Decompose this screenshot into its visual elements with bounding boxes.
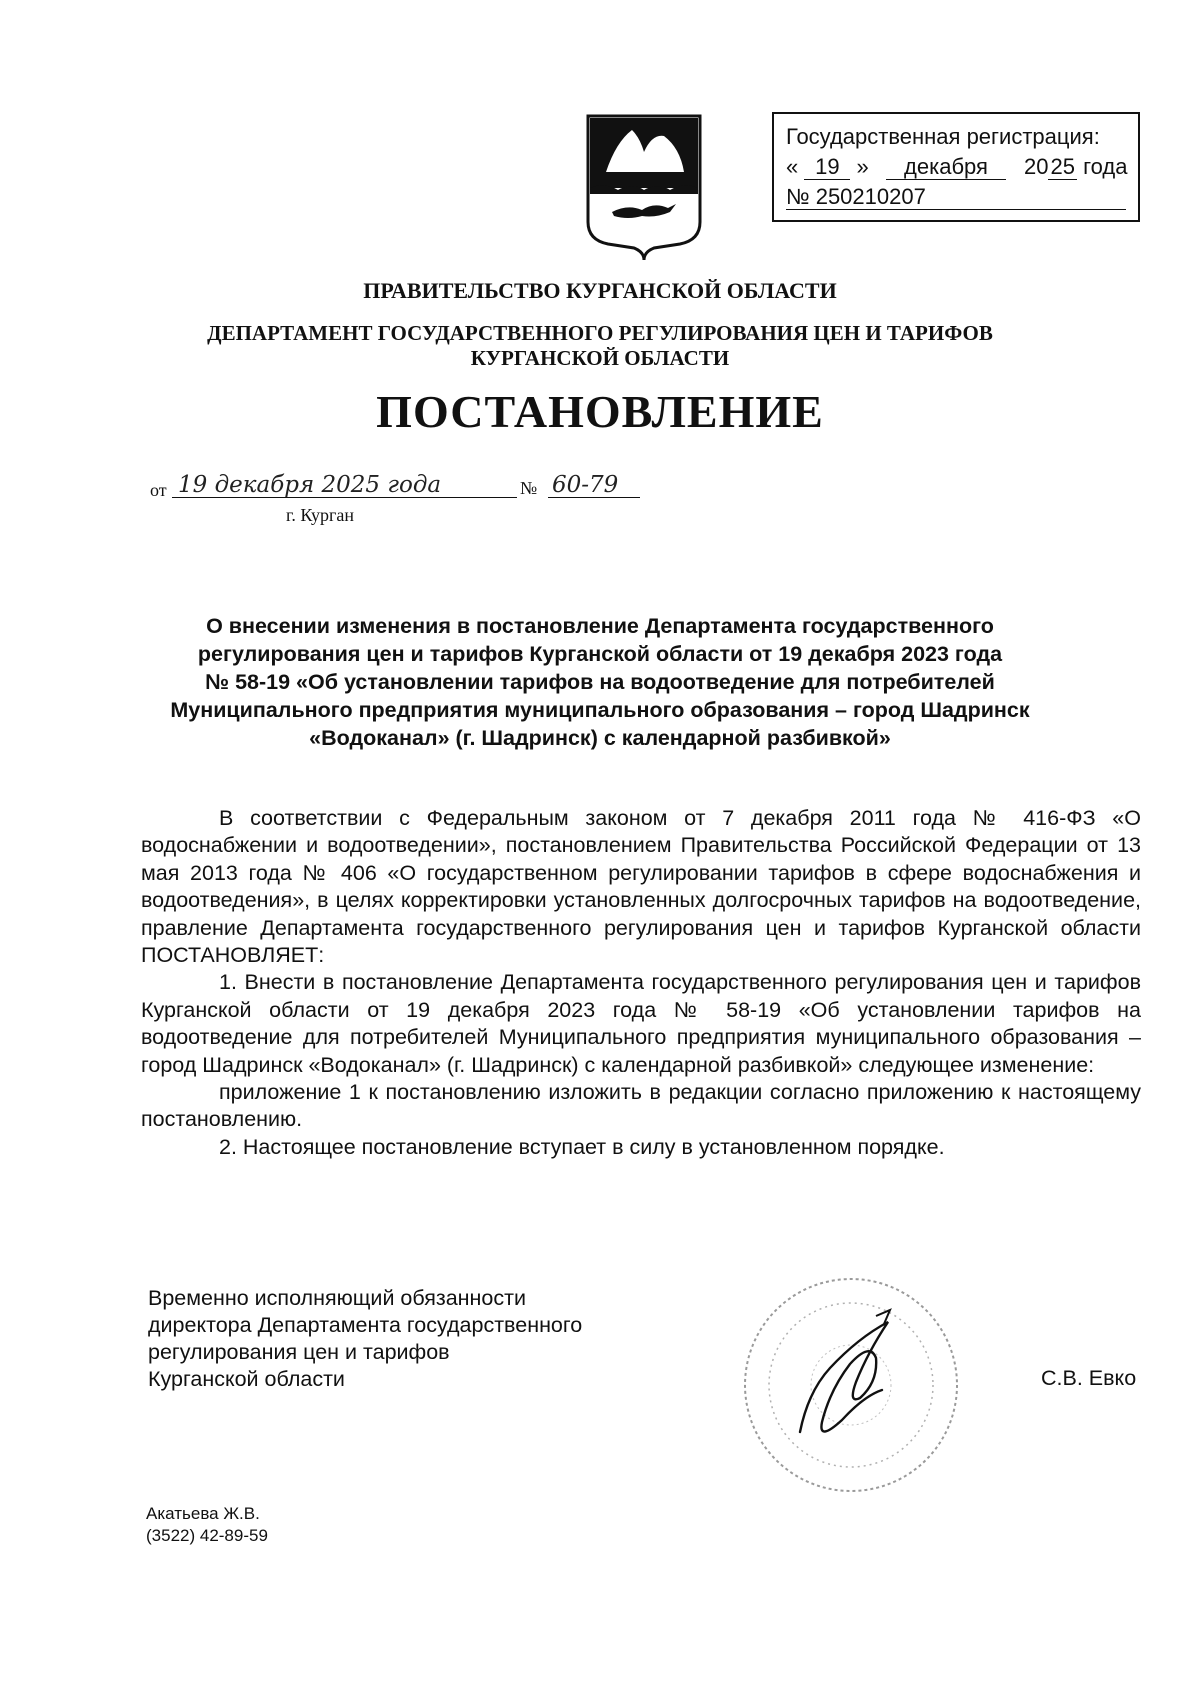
subject-line: № 58-19 «Об установлении тарифов на водоотведение для потребителей [205, 670, 995, 694]
city-label: г. Курган [286, 505, 355, 525]
coat-of-arms-icon [584, 112, 704, 260]
document-type-title: ПОСТАНОВЛЕНИЕ [376, 386, 824, 437]
executor-contact [146, 1503, 268, 1547]
signatory-title: Временно исполняющий обязанности директора Департамента государственного регулирования цен и тарифов Курганской области [148, 1286, 583, 1391]
handwritten-signature-icon [800, 1310, 890, 1432]
executor-phone: (3522) 42-89-59 [146, 1526, 268, 1545]
subject-line: регулирования цен и тарифов Курганской области от 19 декабря 2023 года [197, 642, 1003, 666]
registration-day-number: 19 [804, 154, 850, 180]
official-seal-icon [738, 1272, 964, 1498]
executor-name: Акатьева Ж.В. [146, 1504, 260, 1523]
body-paragraph: приложение 1 к постановлению изложить в редакции согласно приложению к настоящему постановлению. [141, 1080, 1141, 1132]
document-body [141, 805, 1141, 1161]
department-heading-line2: КУРГАНСКОЙ ОБЛАСТИ [470, 346, 730, 370]
body-paragraph: В соответствии с Федеральным законом от 7 декабря 2011 года № 416-ФЗ «О водоснабжении и водоотведении», постановлением Правительства Российской Федерации от 13 мая 2013 года № 406 «О государственном регулировании тарифов в сфере водоснабжения и водоотведения», в целях корректировки установленных долгосрочных тарифов на водоотведение, правление Департамента государственного регулирования цен и тарифов Курганской области ПОСТАНОВЛЯЕТ: [141, 806, 1141, 968]
document-subject [140, 612, 1060, 752]
registration-title: Государственная регистрация: [786, 124, 1100, 149]
signatory-name: С.В. Евко [1041, 1366, 1137, 1390]
registration-number: № 250210207 [786, 184, 1126, 210]
body-paragraph: 1. Внести в постановление Департамента государственного регулирования цен и тарифов Курганской области от 19 декабря 2023 года № 58-19 «Об установлении тарифов на водоотведение для потребителей Муниципального предприятия муниципального образования – город Шадринск «Водоканал» (г. Шадринск) с календарной разбивкой» следующее изменение: [141, 970, 1141, 1077]
subject-line: Муниципального предприятия муниципального образования – город Шадринск [170, 698, 1030, 722]
date-from-label: от [150, 480, 167, 500]
department-heading-line1: ДЕПАРТАМЕНТ ГОСУДАРСТВЕННОГО РЕГУЛИРОВАНИЯ ЦЕН И ТАРИФОВ [207, 321, 993, 345]
number-label: № [520, 478, 538, 498]
body-paragraph: 2. Настоящее постановление вступает в силу в установленном порядке. [219, 1134, 945, 1159]
registration-year: 2025 года [1024, 154, 1128, 179]
government-heading: ПРАВИТЕЛЬСТВО КУРГАНСКОЙ ОБЛАСТИ [363, 278, 837, 303]
registration-day: « 19 » [786, 154, 869, 179]
handwritten-date: 19 декабря 2025 года [178, 472, 442, 498]
registration-month: декабря [886, 154, 1006, 180]
registration-box [772, 112, 1140, 222]
handwritten-number: 60-79 [552, 472, 619, 498]
subject-line: О внесении изменения в постановление Департамента государственного [206, 614, 994, 638]
subject-line: «Водоканал» (г. Шадринск) с календарной разбивкой» [309, 726, 891, 750]
